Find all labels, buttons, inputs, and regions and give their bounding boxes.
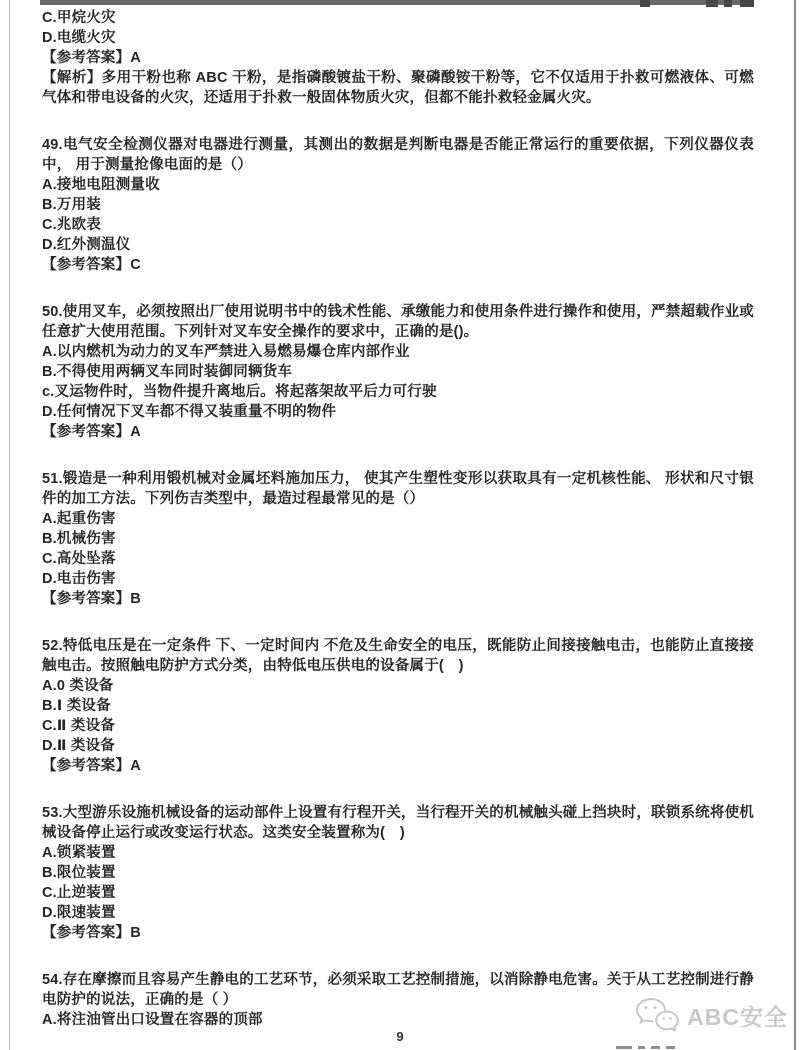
option-a: A.以内燃机为动力的叉车严禁进入易燃易爆仓库内部作业 <box>42 344 410 360</box>
question-block-49 <box>42 135 754 275</box>
option-d: D.电缆火灾 <box>42 30 116 46</box>
question-text: 52.特低电压是在一定条件 下、一定时间内 不危及生命安全的电压，既能防止间接接触电击，也能防止直接接触电击。按照触电防护方式分类，由特低电压供电的设备属于( ) <box>42 638 754 674</box>
question-text: 54.存在摩擦而且容易产生静电的工艺环节，必须采取工艺控制措施，以消除静电危害。关于从工艺控制进行静电防护的说法，正确的是（ ） <box>42 972 754 1008</box>
document-body <box>42 8 754 1030</box>
answer-line: 【参考答案】A <box>42 50 141 66</box>
question-text: 50.使用叉车，必须按照出厂使用说明书中的钱术性能、承缴能力和使用条件进行操作和使用，严禁超载作业或任意扩大使用范围。下列针对叉车安全操作的要求中，正确的是()。 <box>42 304 754 340</box>
question-block-50 <box>42 302 754 442</box>
question-block-carryover <box>42 8 754 108</box>
option-d: D.限速装置 <box>42 905 116 921</box>
question-text: 53.大型游乐设施机械设备的运动部件上设置有行程开关，当行程开关的机械触头碰上挡块时，联锁系统将使机械设备停止运行或改变运行状态。这类安全装置称为( ) <box>42 805 754 841</box>
question-block-51 <box>42 469 754 609</box>
scan-artifact-mark <box>740 0 754 7</box>
wechat-icon <box>634 997 680 1033</box>
option-a: A.起重伤害 <box>42 511 116 527</box>
answer-line: 【参考答案】B <box>42 591 141 607</box>
page-edge-right <box>794 0 796 1050</box>
question-block-53 <box>42 803 754 943</box>
option-a: A.0 类设备 <box>42 678 114 694</box>
option-b: B.不得使用两辆叉车同时装御同辆货车 <box>42 364 293 380</box>
option-d: D.Ⅱ 类设备 <box>42 738 115 754</box>
answer-line: 【参考答案】A <box>42 758 141 774</box>
option-c: C.高处坠落 <box>42 551 116 567</box>
option-a: A.锁紧装置 <box>42 845 116 861</box>
option-d: D.电击伤害 <box>42 571 116 587</box>
watermark <box>634 997 788 1033</box>
scan-artifact-mark <box>706 0 718 7</box>
analysis-text: 【解析】多用干粉也称 ABC 干粉，是指磷酸镀盐干粉、聚磷酸铵干粉等，它不仅适用于扑救可燃液体、可燃气体和带电设备的火灾，还适用于扑救一般固体物质火灾，但都不能扑救轻金属火灾。 <box>42 70 754 106</box>
page-number: 9 <box>396 1029 404 1044</box>
scan-artifact-mark <box>724 0 732 7</box>
option-b: B.万用装 <box>42 197 101 213</box>
option-d: D.任何情况下叉车都不得又装重量不明的物件 <box>42 404 337 420</box>
question-text: 49.电气安全检测仪器对电器进行测量，其测出的数据是判断电器是否能正常运行的重要依据，下列仪器仪表中， 用于测量抢像电面的是（） <box>42 137 754 173</box>
option-b: B.限位装置 <box>42 865 116 881</box>
option-a: A.接地电阻测量收 <box>42 177 160 193</box>
watermark-text: ABC安全 <box>687 1003 788 1030</box>
question-text: 51.锻造是一种利用锻机械对金属坯料施加压力， 使其产生塑性变形以获取具有一定机核性能、 形状和尺寸银件的加工方法。下列伤吉类型中，最造过程最常见的是（） <box>42 471 754 507</box>
clipped-next-page-text <box>616 1046 675 1049</box>
option-c: C.兆欧表 <box>42 217 101 233</box>
option-c: C.甲烷火灾 <box>42 10 116 26</box>
question-block-52 <box>42 636 754 776</box>
option-c: c.叉运物件时，当物件提升离地后。将起落架故平后力可行驶 <box>42 384 437 400</box>
page-edge-left <box>9 0 10 1050</box>
answer-line: 【参考答案】B <box>42 925 141 941</box>
scan-artifact-mark <box>640 0 650 7</box>
option-a: A.将注油管出口设置在容器的顶部 <box>42 1012 263 1028</box>
top-scan-artifact-bar <box>40 0 753 5</box>
option-b: B.Ⅰ 类设备 <box>42 698 111 714</box>
option-c: C.Ⅱ 类设备 <box>42 718 115 734</box>
answer-line: 【参考答案】A <box>42 424 141 440</box>
option-c: C.止逆装置 <box>42 885 116 901</box>
option-b: B.机械伤害 <box>42 531 116 547</box>
option-d: D.红外测温仪 <box>42 237 131 253</box>
answer-line: 【参考答案】C <box>42 257 141 273</box>
